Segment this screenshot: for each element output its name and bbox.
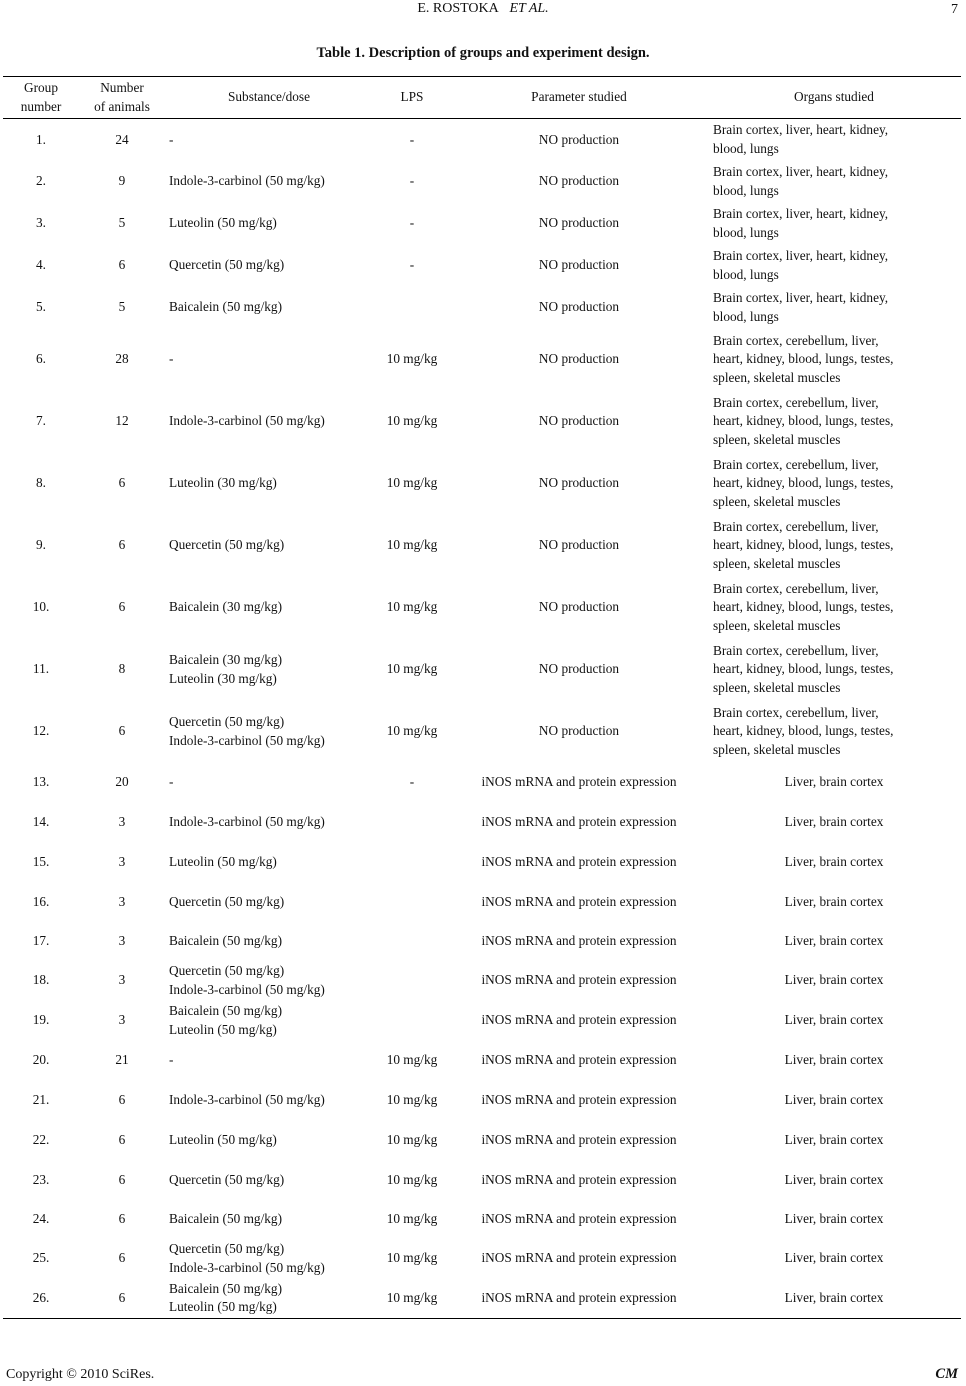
organs-cell: Liver, brain cortex bbox=[784, 1132, 884, 1148]
lps-cell bbox=[373, 287, 451, 329]
animal-count-cell: 6 bbox=[118, 1250, 126, 1266]
animal-count-cell: 5 bbox=[118, 215, 126, 231]
table-row bbox=[3, 287, 961, 329]
table-row bbox=[3, 329, 961, 391]
animal-count-cell: 28 bbox=[115, 351, 129, 367]
animal-count-cell: 3 bbox=[118, 972, 126, 988]
lps-cell: 10 mg/kg bbox=[386, 661, 438, 677]
group-number-cell: 24. bbox=[32, 1211, 50, 1227]
table-row bbox=[3, 1081, 961, 1121]
animal-count-cell: 6 bbox=[118, 1211, 126, 1227]
substance-dose-cell: Indole-3-carbinol (50 mg/kg) bbox=[169, 413, 325, 429]
lps-cell: - bbox=[409, 131, 415, 147]
organs-cell: Brain cortex, cerebellum, liver, heart, kidney, blood, lungs, testes, spleen, skeletal muscles bbox=[713, 580, 894, 633]
group-number-cell: 10. bbox=[32, 599, 50, 615]
parameter-cell: NO production bbox=[538, 351, 620, 367]
table-row bbox=[3, 161, 961, 203]
organs-cell: Liver, brain cortex bbox=[784, 1012, 884, 1028]
organs-cell: Liver, brain cortex bbox=[784, 814, 884, 830]
animal-count-cell: 3 bbox=[118, 854, 126, 870]
group-number-cell: 6. bbox=[36, 351, 46, 367]
lps-cell bbox=[373, 883, 451, 923]
substance-dose-cell: - bbox=[169, 774, 174, 790]
table-row bbox=[3, 843, 961, 883]
table-row bbox=[3, 1201, 961, 1239]
lps-cell bbox=[373, 961, 451, 1001]
table-row bbox=[3, 763, 961, 803]
animal-count-cell: 6 bbox=[118, 723, 126, 739]
table-row bbox=[3, 883, 961, 923]
lps-cell: 10 mg/kg bbox=[386, 537, 438, 553]
group-number-cell: 19. bbox=[32, 1012, 50, 1028]
parameter-cell: iNOS mRNA and protein expression bbox=[481, 1092, 677, 1108]
substance-dose-cell: Baicalein (50 mg/kg) Luteolin (50 mg/kg) bbox=[169, 1003, 282, 1037]
table-body bbox=[3, 119, 961, 1319]
parameter-cell: NO production bbox=[538, 215, 620, 231]
lps-cell bbox=[373, 803, 451, 843]
group-number-cell: 17. bbox=[32, 933, 50, 949]
parameter-cell: NO production bbox=[538, 413, 620, 429]
substance-dose-cell: Luteolin (50 mg/kg) bbox=[169, 854, 277, 870]
parameter-cell: iNOS mRNA and protein expression bbox=[481, 1172, 677, 1188]
organs-cell: Liver, brain cortex bbox=[707, 1279, 961, 1319]
group-number-cell: 2. bbox=[36, 173, 46, 189]
substance-dose-cell: Luteolin (30 mg/kg) bbox=[169, 475, 277, 491]
substance-dose-cell: Quercetin (50 mg/kg) Indole-3-carbinol (50 mg/kg) bbox=[169, 714, 325, 748]
group-number-cell: 1. bbox=[36, 131, 46, 147]
table-row bbox=[3, 577, 961, 639]
parameter-cell: iNOS mRNA and protein expression bbox=[481, 1211, 677, 1227]
animal-count-cell: 6 bbox=[118, 599, 126, 615]
header-row bbox=[3, 77, 961, 119]
table-row bbox=[3, 245, 961, 287]
substance-dose-cell: Luteolin (50 mg/kg) bbox=[169, 1132, 277, 1148]
substance-dose-cell: Luteolin (50 mg/kg) bbox=[169, 215, 277, 231]
organs-cell: Brain cortex, liver, heart, kidney, blood, lungs bbox=[713, 248, 889, 282]
substance-dose-cell: Indole-3-carbinol (50 mg/kg) bbox=[169, 1092, 325, 1108]
group-number-cell: 20. bbox=[32, 1052, 50, 1068]
organs-cell: Liver, brain cortex bbox=[784, 933, 884, 949]
substance-dose-cell: Baicalein (50 mg/kg) bbox=[169, 1211, 282, 1227]
parameter-cell: NO production bbox=[538, 131, 620, 147]
parameter-cell: NO production bbox=[538, 723, 620, 739]
animal-count-cell: 3 bbox=[118, 814, 126, 830]
animal-count-cell: 5 bbox=[118, 299, 126, 315]
animal-count-cell: 6 bbox=[118, 1092, 126, 1108]
substance-dose-cell: - bbox=[169, 1052, 174, 1068]
organs-cell: Brain cortex, cerebellum, liver, heart, kidney, blood, lungs, testes, spleen, skeletal muscles bbox=[713, 642, 894, 695]
substance-dose-cell: Quercetin (50 mg/kg) bbox=[169, 257, 285, 273]
table-row bbox=[3, 701, 961, 763]
organs-cell: Brain cortex, cerebellum, liver, heart, kidney, blood, lungs, testes, spleen, skeletal muscles bbox=[713, 332, 894, 385]
lps-cell: - bbox=[409, 774, 415, 790]
animal-count-cell: 8 bbox=[118, 661, 126, 677]
running-header bbox=[0, 0, 966, 18]
animal-count-cell: 3 bbox=[118, 933, 126, 949]
copyright-text: Copyright © 2010 SciRes. bbox=[6, 1367, 155, 1382]
parameter-cell: NO production bbox=[538, 661, 620, 677]
group-number-cell: 7. bbox=[36, 413, 46, 429]
substance-dose-cell: Quercetin (50 mg/kg) Indole-3-carbinol (50 mg/kg) bbox=[169, 963, 325, 997]
animal-count-cell: 6 bbox=[118, 1132, 126, 1148]
parameter-cell: NO production bbox=[538, 599, 620, 615]
lps-cell: 10 mg/kg bbox=[386, 723, 438, 739]
parameter-cell: iNOS mRNA and protein expression bbox=[481, 1132, 677, 1148]
organs-cell: Liver, brain cortex bbox=[784, 1052, 884, 1068]
group-number-cell: 12. bbox=[32, 723, 50, 739]
substance-dose-cell: - bbox=[169, 351, 174, 367]
substance-dose-cell: Quercetin (50 mg/kg) bbox=[169, 894, 285, 910]
lps-cell bbox=[373, 1001, 451, 1041]
organs-cell: Liver, brain cortex bbox=[784, 1250, 884, 1266]
animal-count-cell: 6 bbox=[118, 537, 126, 553]
table-row bbox=[3, 639, 961, 701]
substance-dose-cell: Baicalein (30 mg/kg) bbox=[169, 599, 282, 615]
group-number-cell: 15. bbox=[32, 854, 50, 870]
animal-count-cell: 12 bbox=[115, 413, 129, 429]
column-header-lps: LPS bbox=[373, 77, 451, 119]
header-author: E. ROSTOKA bbox=[417, 1, 498, 16]
table-row bbox=[3, 1001, 961, 1041]
parameter-cell: iNOS mRNA and protein expression bbox=[481, 1052, 677, 1068]
lps-cell: 10 mg/kg bbox=[386, 1211, 438, 1227]
lps-cell: - bbox=[409, 215, 415, 231]
organs-cell: Brain cortex, liver, heart, kidney, blood, lungs bbox=[713, 290, 889, 324]
parameter-cell: iNOS mRNA and protein expression bbox=[481, 854, 677, 870]
table-row bbox=[3, 803, 961, 843]
group-number-cell: 21. bbox=[32, 1092, 50, 1108]
lps-cell: 10 mg/kg bbox=[386, 1132, 438, 1148]
table-row bbox=[3, 1279, 961, 1319]
parameter-cell: NO production bbox=[538, 537, 620, 553]
parameter-cell: iNOS mRNA and protein expression bbox=[481, 972, 677, 988]
group-number-cell: 14. bbox=[32, 814, 50, 830]
organs-cell: Liver, brain cortex bbox=[784, 894, 884, 910]
column-header-group-number: Group number bbox=[3, 77, 79, 119]
table-header bbox=[3, 77, 961, 119]
header-etal: ET AL. bbox=[509, 1, 549, 16]
organs-cell: Brain cortex, cerebellum, liver, heart, kidney, blood, lungs, testes, spleen, skeletal muscles bbox=[713, 456, 894, 509]
table-row bbox=[3, 1239, 961, 1279]
lps-cell: - bbox=[409, 257, 415, 273]
table-caption: Table 1. Description of groups and experiment design. bbox=[316, 45, 650, 61]
organs-cell: Brain cortex, liver, heart, kidney, blood, lungs bbox=[713, 206, 889, 240]
lps-cell bbox=[373, 923, 451, 961]
lps-cell: 10 mg/kg bbox=[386, 1092, 438, 1108]
table-row bbox=[3, 203, 961, 245]
substance-dose-cell: - bbox=[169, 131, 174, 147]
table-row bbox=[3, 1041, 961, 1081]
group-number-cell: 5. bbox=[36, 299, 46, 315]
parameter-cell: iNOS mRNA and protein expression bbox=[481, 774, 677, 790]
animal-count-cell: 6 bbox=[118, 475, 126, 491]
animal-count-cell: 24 bbox=[115, 131, 129, 147]
column-header-parameter-studied: Parameter studied bbox=[451, 77, 707, 119]
parameter-cell: iNOS mRNA and protein expression bbox=[481, 1012, 677, 1028]
substance-dose-cell: Quercetin (50 mg/kg) bbox=[169, 537, 285, 553]
table-row bbox=[3, 119, 961, 161]
organs-cell: Liver, brain cortex bbox=[784, 972, 884, 988]
substance-dose-cell: Quercetin (50 mg/kg) bbox=[169, 1172, 285, 1188]
lps-cell: 10 mg/kg bbox=[386, 413, 438, 429]
substance-dose-cell: Quercetin (50 mg/kg) Indole-3-carbinol (50 mg/kg) bbox=[169, 1241, 325, 1275]
substance-dose-cell: Baicalein (30 mg/kg) Luteolin (30 mg/kg) bbox=[169, 652, 282, 686]
parameter-cell: iNOS mRNA and protein expression bbox=[481, 894, 677, 910]
lps-cell: 10 mg/kg bbox=[386, 599, 438, 615]
animal-count-cell: 20 bbox=[115, 774, 129, 790]
lps-cell: - bbox=[409, 173, 415, 189]
column-header-substance-dose: Substance/dose bbox=[165, 77, 373, 119]
group-number-cell: 11. bbox=[32, 661, 50, 677]
group-number-cell: 16. bbox=[32, 894, 50, 910]
column-header-number-of-animals: Number of animals bbox=[79, 77, 165, 119]
table-row bbox=[3, 961, 961, 1001]
organs-cell: Liver, brain cortex bbox=[784, 774, 884, 790]
group-number-cell: 9. bbox=[36, 537, 46, 553]
group-number-cell: 23. bbox=[32, 1172, 50, 1188]
lps-cell: 10 mg/kg bbox=[386, 1250, 438, 1266]
lps-cell: 10 mg/kg bbox=[386, 1172, 438, 1188]
substance-dose-cell: Indole-3-carbinol (50 mg/kg) bbox=[169, 814, 325, 830]
parameter-cell: iNOS mRNA and protein expression bbox=[481, 1250, 677, 1266]
page-number: 7 bbox=[951, 2, 958, 17]
table-row bbox=[3, 1161, 961, 1201]
group-number-cell: 25. bbox=[32, 1250, 50, 1266]
organs-cell: Brain cortex, cerebellum, liver, heart, kidney, blood, lungs, testes, spleen, skeletal muscles bbox=[713, 394, 894, 447]
group-number-cell: 13. bbox=[32, 774, 50, 790]
substance-dose-cell: Baicalein (50 mg/kg) bbox=[169, 299, 282, 315]
organs-cell: Brain cortex, cerebellum, liver, heart, kidney, blood, lungs, testes, spleen, skeletal muscles bbox=[713, 704, 894, 757]
parameter-cell: iNOS mRNA and protein expression bbox=[481, 814, 677, 830]
lps-cell: 10 mg/kg bbox=[386, 1052, 438, 1068]
table-row bbox=[3, 453, 961, 515]
organs-cell: Brain cortex, liver, heart, kidney, blood, lungs bbox=[713, 122, 889, 156]
animal-count-cell: 3 bbox=[118, 894, 126, 910]
group-number-cell: 4. bbox=[36, 257, 46, 273]
animal-count-cell: 6 bbox=[118, 257, 126, 273]
table-row bbox=[3, 923, 961, 961]
organs-cell: Brain cortex, liver, heart, kidney, blood, lungs bbox=[713, 164, 889, 198]
organs-cell: Brain cortex, cerebellum, liver, heart, kidney, blood, lungs, testes, spleen, skeletal muscles bbox=[713, 518, 894, 571]
animal-count-cell: 9 bbox=[118, 173, 126, 189]
organs-cell: Liver, brain cortex bbox=[784, 1092, 884, 1108]
parameter-cell: NO production bbox=[538, 475, 620, 491]
group-number-cell: 22. bbox=[32, 1132, 50, 1148]
journal-abbrev: CM bbox=[935, 1366, 958, 1382]
lps-cell: 10 mg/kg bbox=[373, 1279, 451, 1319]
animal-count-cell: 3 bbox=[118, 1012, 126, 1028]
organs-cell: Liver, brain cortex bbox=[784, 1172, 884, 1188]
animal-count-cell: 6 bbox=[79, 1279, 165, 1319]
group-number-cell: 18. bbox=[32, 972, 50, 988]
group-number-cell: 8. bbox=[36, 475, 46, 491]
group-number-cell: 3. bbox=[36, 215, 46, 231]
groups-table bbox=[3, 76, 961, 1319]
organs-cell: Liver, brain cortex bbox=[784, 1211, 884, 1227]
parameter-cell: NO production bbox=[538, 173, 620, 189]
substance-dose-cell: Baicalein (50 mg/kg) bbox=[169, 933, 282, 949]
substance-dose-cell: Baicalein (50 mg/kg) Luteolin (50 mg/kg) bbox=[165, 1279, 373, 1319]
parameter-cell: iNOS mRNA and protein expression bbox=[481, 933, 677, 949]
lps-cell bbox=[373, 843, 451, 883]
column-header-organs-studied: Organs studied bbox=[707, 77, 961, 119]
parameter-cell: NO production bbox=[538, 299, 620, 315]
table-row bbox=[3, 391, 961, 453]
substance-dose-cell: Indole-3-carbinol (50 mg/kg) bbox=[169, 173, 325, 189]
group-number-cell: 26. bbox=[3, 1279, 79, 1319]
lps-cell: 10 mg/kg bbox=[386, 475, 438, 491]
lps-cell: 10 mg/kg bbox=[386, 351, 438, 367]
parameter-cell: iNOS mRNA and protein expression bbox=[451, 1279, 707, 1319]
animal-count-cell: 6 bbox=[118, 1172, 126, 1188]
organs-cell: Liver, brain cortex bbox=[784, 854, 884, 870]
table-row bbox=[3, 1121, 961, 1161]
parameter-cell: NO production bbox=[538, 257, 620, 273]
animal-count-cell: 21 bbox=[115, 1052, 129, 1068]
table-row bbox=[3, 515, 961, 577]
